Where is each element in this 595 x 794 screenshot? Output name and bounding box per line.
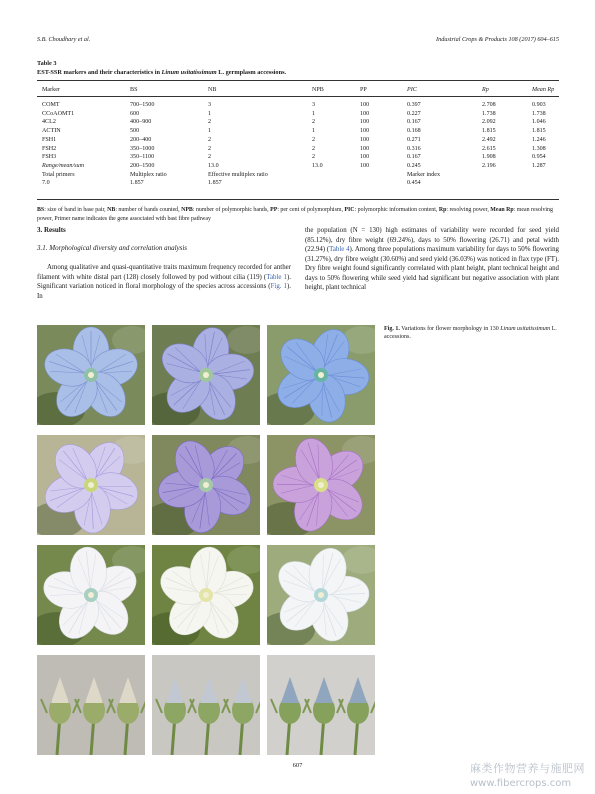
table-4-link[interactable]: Table 4 (329, 246, 350, 254)
summary-marker-index-value: 0.454 (407, 180, 421, 187)
cell-rp: 2.196 (482, 162, 496, 169)
cell-marker: COMT (42, 102, 60, 108)
figure-caption-pre: Variations for flower morphology in 130 (399, 326, 501, 332)
cell-pic: 0.167 (407, 119, 421, 126)
table-footnote (37, 206, 559, 224)
cell-bs: 500 (130, 128, 140, 135)
cell-mean-rp: 1.815 (532, 128, 546, 135)
table-row (37, 110, 559, 119)
cell-marker: FSH3 (42, 154, 57, 161)
table-title: Table 3 (37, 60, 57, 67)
cell-nb: 2 (208, 119, 212, 126)
cell-rp: 2.615 (482, 145, 496, 152)
cell-npb: 2 (312, 154, 316, 161)
flower-photo-panel (152, 325, 260, 425)
bud-photo-panel (267, 655, 375, 755)
cell-marker: CCoAOMT1 (42, 110, 75, 117)
cell-bs: 200–400 (130, 136, 152, 143)
right-text-1: the population (N = 130) high estimates of variability were recorded for seed yield (85.12%), dry fibre weight (69.24%), days to 50% flowering (26.71) and petal width (22.94) ( (305, 227, 559, 254)
left-column (37, 226, 291, 301)
section-heading: 3. Results (37, 226, 66, 234)
cell-mean-rp: 1.287 (532, 162, 546, 169)
summary-marker-index-label: Marker index (407, 171, 440, 178)
flower-photo-panel (152, 545, 260, 645)
cell-mean-rp: 1.246 (532, 136, 546, 143)
figure-caption (384, 325, 560, 342)
summary-multiplex-ratio-label: Multiplex ratio (130, 171, 167, 178)
cell-rp: 1.738 (482, 110, 496, 117)
cell-marker: 4CL2 (42, 119, 56, 126)
cell-range-label: Range/mean/sum (42, 162, 84, 169)
cell-mean-rp: 0.954 (532, 154, 546, 161)
th-pic: PIC (407, 87, 417, 93)
table-caption-pre: EST-SSR markers and their characteristics in (37, 69, 162, 76)
cell-npb: 13.0 (312, 162, 323, 169)
cell-mean-rp: 1.046 (532, 119, 546, 126)
table-header-row (37, 84, 559, 96)
cell-npb: 1 (312, 128, 316, 135)
footnote-text: : number of polymorphic bands, (192, 207, 271, 213)
table-caption (37, 69, 286, 76)
left-paragraph (37, 263, 291, 301)
site-watermark (470, 760, 585, 789)
footnote-text: : polymorphic information content, (354, 207, 439, 213)
table-caption-post: L. germplasm accessions. (216, 69, 287, 76)
table-row (37, 101, 559, 110)
cell-pp: 100 (360, 102, 370, 108)
cell-bs: 200–1500 (130, 162, 155, 169)
subsection-heading: 3.1. Morphological diversity and correlation analysis (37, 243, 188, 252)
cell-rp: 2.092 (482, 119, 496, 126)
figure-caption-label: Fig. 1. (384, 326, 400, 332)
right-column (305, 226, 559, 293)
cell-npb: 2 (312, 136, 316, 143)
cell-nb: 2 (208, 145, 212, 152)
flower-photo-panel (267, 435, 375, 535)
footnote-abbrev: Rp (438, 207, 447, 213)
cell-mean-rp: 1.308 (532, 145, 546, 152)
cell-marker: FSH1 (42, 136, 57, 143)
est-ssr-table (37, 84, 559, 188)
table-row (37, 118, 559, 127)
summary-total-primers-label: Total primers (42, 171, 75, 178)
table-range-row (37, 162, 559, 171)
summary-multiplex-ratio-value: 1.857 (130, 180, 144, 187)
fig-1-link[interactable]: Fig. 1 (270, 283, 287, 291)
table-top-rule (37, 80, 559, 81)
cell-nb: 2 (208, 136, 212, 143)
cell-rp: 1.908 (482, 154, 496, 161)
footnote-text: : number of bands counted, (115, 207, 182, 213)
page-number: 607 (292, 762, 303, 769)
cell-npb: 3 (312, 102, 316, 108)
cell-nb: 13.0 (208, 162, 219, 169)
th-mean-rp: Mean Rp (532, 87, 555, 93)
cell-pp: 100 (360, 136, 370, 143)
table-row (37, 153, 559, 162)
cell-pic: 0.167 (407, 154, 421, 161)
cell-nb: 1 (208, 128, 212, 135)
figure-caption-species: Linum usitatissimum (500, 326, 551, 332)
cell-mean-rp: 0.903 (532, 102, 546, 108)
cell-pp: 100 (360, 145, 370, 152)
cell-bs: 600 (130, 110, 140, 117)
running-header (37, 36, 559, 46)
right-paragraph (305, 226, 559, 293)
cell-bs: 400–900 (130, 119, 152, 126)
footnote-text: : size of band in base pair, (44, 207, 108, 213)
cell-nb: 1 (208, 110, 212, 117)
header-authors: S.B. Choudhary et al. (37, 36, 91, 43)
flower-photo-panel (267, 325, 375, 425)
right-text-2: ). Among three populations maximum variability for days to 50% flowering (31.27%), dry fibre weight (30.60%) and seed yield (36.03%) was noticed in flax type (FT). Dry fibre weight found significantly correlated with plant height, plant technical height and days to 50% flowering while seed yield had significant but negative association with plant height, plant technical (305, 246, 559, 292)
cell-rp: 1.815 (482, 128, 496, 135)
cell-npb: 2 (312, 119, 316, 126)
cell-pp: 100 (360, 162, 370, 169)
watermark-line1: 麻类作物营养与施肥网 (470, 762, 585, 775)
th-npb: NPB (312, 87, 324, 93)
summary-effective-multiplex-value: 1.857 (208, 180, 222, 187)
cell-pp: 100 (360, 119, 370, 126)
summary-effective-multiplex-label: Effective multiplex ratio (208, 171, 268, 178)
table-1-link[interactable]: Table 1 (266, 273, 287, 281)
bud-photo-panel (37, 655, 145, 755)
table-summary-value-row (37, 179, 559, 188)
cell-bs: 700–1500 (130, 102, 155, 108)
cell-marker: ACTIN (42, 128, 61, 135)
watermark-line2: www.fibercrops.com (470, 778, 572, 789)
cell-pic: 0.168 (407, 128, 421, 135)
footnote-abbrev: NB (107, 207, 116, 213)
figure-caption-post: L. accessions. (384, 326, 557, 341)
summary-total-primers-value: 7.0 (42, 180, 50, 187)
left-text-1: Among qualitative and quasi-quantitative traits maximum frequency recorded for anther filament with white distal part (128) closely followed by pod without cilia (119) ( (37, 264, 291, 281)
footnote-abbrev: PP (270, 207, 278, 213)
table-bottom-rule (37, 199, 559, 200)
cell-pp: 100 (360, 128, 370, 135)
cell-pic: 0.245 (407, 162, 421, 169)
flower-photo-panel (267, 545, 375, 645)
left-text-3: ). In (37, 283, 291, 300)
bud-photo-panel (152, 655, 260, 755)
footnote-text: : per cent of polymorphism, (277, 207, 345, 213)
footnote-abbrev: PIC (344, 207, 355, 213)
footnote-text: : resolving power, (446, 207, 491, 213)
cell-rp: 2.492 (482, 136, 496, 143)
flower-photo-panel (37, 435, 145, 535)
header-journal: Industrial Crops & Products 108 (2017) 604–615 (436, 36, 559, 43)
cell-nb: 3 (208, 102, 212, 108)
th-pp: PP (360, 87, 367, 93)
th-nb: NB (208, 87, 217, 93)
flower-figure (37, 325, 375, 740)
th-marker: Marker (42, 87, 60, 93)
flower-photo-panel (37, 545, 145, 645)
footnote-abbrev: BS (37, 207, 45, 213)
cell-pp: 100 (360, 110, 370, 117)
footnote-text: : mean resolving power, Primer name indicates the gene associated with bast fibre pathway (37, 207, 553, 222)
cell-pic: 0.397 (407, 102, 421, 108)
cell-npb: 2 (312, 145, 316, 152)
cell-pic: 0.227 (407, 110, 421, 117)
th-rp: Rp (482, 87, 489, 93)
table-summary-label-row (37, 171, 559, 180)
cell-bs: 350–1100 (130, 154, 155, 161)
cell-nb: 2 (208, 154, 212, 161)
cell-marker: FSH2 (42, 145, 57, 152)
cell-pp: 100 (360, 154, 370, 161)
table-caption-species: Linum usitatissimum (161, 69, 217, 76)
flower-photo-panel (152, 435, 260, 535)
cell-rp: 2.708 (482, 102, 496, 108)
cell-pic: 0.271 (407, 136, 421, 143)
table-row (37, 136, 559, 145)
flower-photo-panel (37, 325, 145, 425)
left-text-2: ). Significant variation noticed in floral morphology of the species across accessions ( (37, 273, 291, 291)
cell-bs: 350–1000 (130, 145, 155, 152)
footnote-abbrev: Mean Rp (490, 207, 514, 213)
footnote-abbrev: NPB (181, 207, 193, 213)
table-row (37, 145, 559, 154)
cell-mean-rp: 1.738 (532, 110, 546, 117)
table-row (37, 127, 559, 136)
cell-pic: 0.316 (407, 145, 421, 152)
th-bs: BS (130, 87, 138, 93)
cell-npb: 1 (312, 110, 316, 117)
